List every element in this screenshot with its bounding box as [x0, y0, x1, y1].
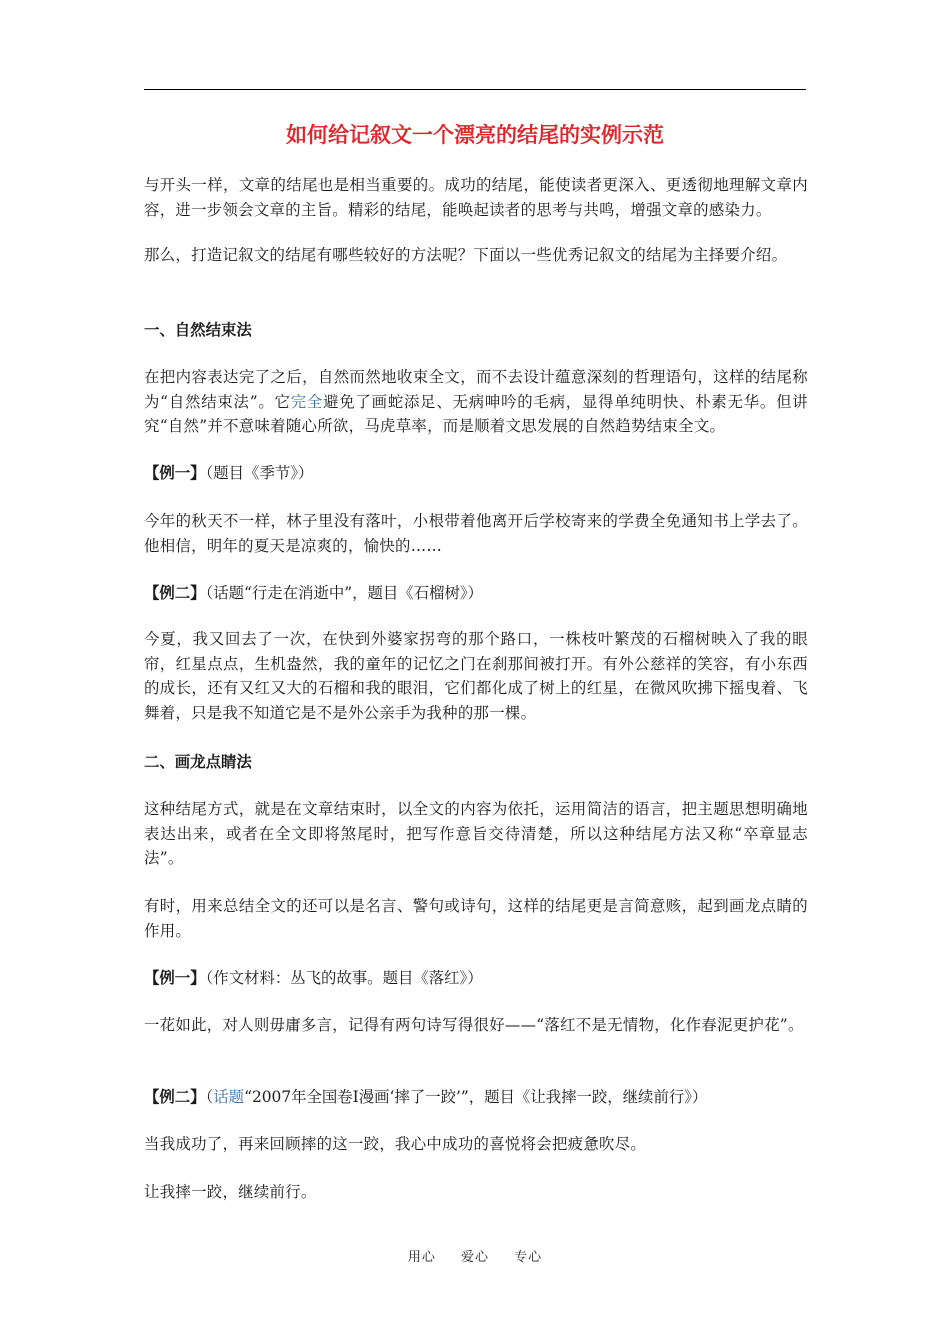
footer-item: 用心: [407, 1250, 436, 1265]
section-2-example-2-heading: [144, 1085, 808, 1110]
example-info: （话题“行走在消逝中”，题目《石榴树》）: [205, 584, 483, 602]
section-1-example-2-text: 今夏，我又回去了一次，在快到外婆家拐弯的那个路口，一株枝叶繁茂的石榴树映入了我的眼帘，红星点点，生机盎然，我的童年的记忆之门在刹那间被打开。有外公慈祥的笑容，有小东西的成长，还有又红又大的石榴和我的眼泪，它们都化成了树上的红星，在微风吹拂下摇曳着、飞舞着，只是我不知道它是不是外公亲手为我种的那一棵。: [144, 630, 808, 722]
section-1-body-end: 避免了画蛇添足、无病呻吟的毛病，显得单纯明快、朴素无华。但讲究“自然”并不意味着随心所欲，马虎草率，而是顺着文思发展的自然趋势结束全文。: [144, 392, 808, 435]
section-2-example-2-text-1: 当我成功了，再来回顾摔的这一跤，我心中成功的喜悦将会把疲惫吹尽。: [144, 1135, 647, 1153]
section-1-heading: 一、自然结束法: [144, 321, 252, 339]
section-1-body-start: 在把内容表达完了之后，自然而然地收束全文，而不去设计蕴意深刻的哲理语句，这样的结尾称为“自然结束法”。它: [144, 368, 808, 411]
section-2-example-1-heading: [144, 966, 808, 991]
section-2-heading: 二、画龙点睛法: [144, 753, 252, 771]
section-2-body-2: 有时，用来总结全文的还可以是名言、警句或诗句，这样的结尾更是言简意赅，起到画龙点睛的作用。: [144, 897, 808, 940]
example-tag: 【例一】: [144, 464, 206, 482]
intro-paragraph-2: 那么，打造记叙文的结尾有哪些较好的方法呢？下面以一些优秀记叙文的结尾为主择要介绍。: [144, 246, 788, 264]
section-1-link-text[interactable]: 完全: [290, 392, 324, 411]
section-2-example-2-text-2: 让我摔一跤，继续前行。: [144, 1183, 317, 1201]
example-tag: 【例二】: [144, 1088, 206, 1106]
example-info: “2007年全国卷Ⅰ漫画‘摔了一跤’”，题目《让我摔一跤，继续前行》）: [244, 1088, 708, 1106]
intro-paragraph-1: 与开头一样，文章的结尾也是相当重要的。成功的结尾，能使读者更深入、更透彻地理解文章内容，进一步领会文章的主旨。精彩的结尾，能唤起读者的思考与共鸣，增强文章的感染力。: [144, 176, 808, 219]
example-tag: 【例二】: [144, 584, 206, 602]
example-info: （题目《季节》）: [205, 464, 314, 482]
section-2-example-1-text: 一花如此，对人则毋庸多言，记得有两句诗写得很好——“落红不是无情物，化作春泥更护花”。: [144, 1016, 804, 1034]
header-rule: [144, 89, 806, 90]
section-1-example-1-heading: [144, 461, 808, 486]
page-footer: [0, 1248, 950, 1268]
section-1-body: [144, 365, 808, 439]
section-1-example-1-text: 今年的秋天不一样，林子里没有落叶，小根带着他离开后学校寄来的学费全免通知书上学去了。他相信，明年的夏天是凉爽的，愉快的……: [144, 512, 808, 555]
section-2-body-1: 这种结尾方式，就是在文章结束时，以全文的内容为依托，运用简洁的语言，把主题思想明确地表达出来，或者在全文即将煞尾时，把写作意旨交待清楚，所以这种结尾方法又称“卒章显志法”。: [144, 800, 808, 867]
example-info: （作文材料：丛飞的故事。题目《落红》）: [205, 969, 483, 987]
example-info-open: （: [205, 1088, 214, 1106]
section-1-example-2-heading: [144, 581, 808, 606]
page-title: 如何给记叙文一个漂亮的结尾的实例示范: [286, 123, 664, 147]
topic-link-text[interactable]: 话题: [213, 1088, 245, 1106]
example-tag: 【例一】: [144, 969, 206, 987]
footer-item: 专心: [514, 1250, 543, 1265]
footer-item: 爱心: [460, 1250, 489, 1265]
